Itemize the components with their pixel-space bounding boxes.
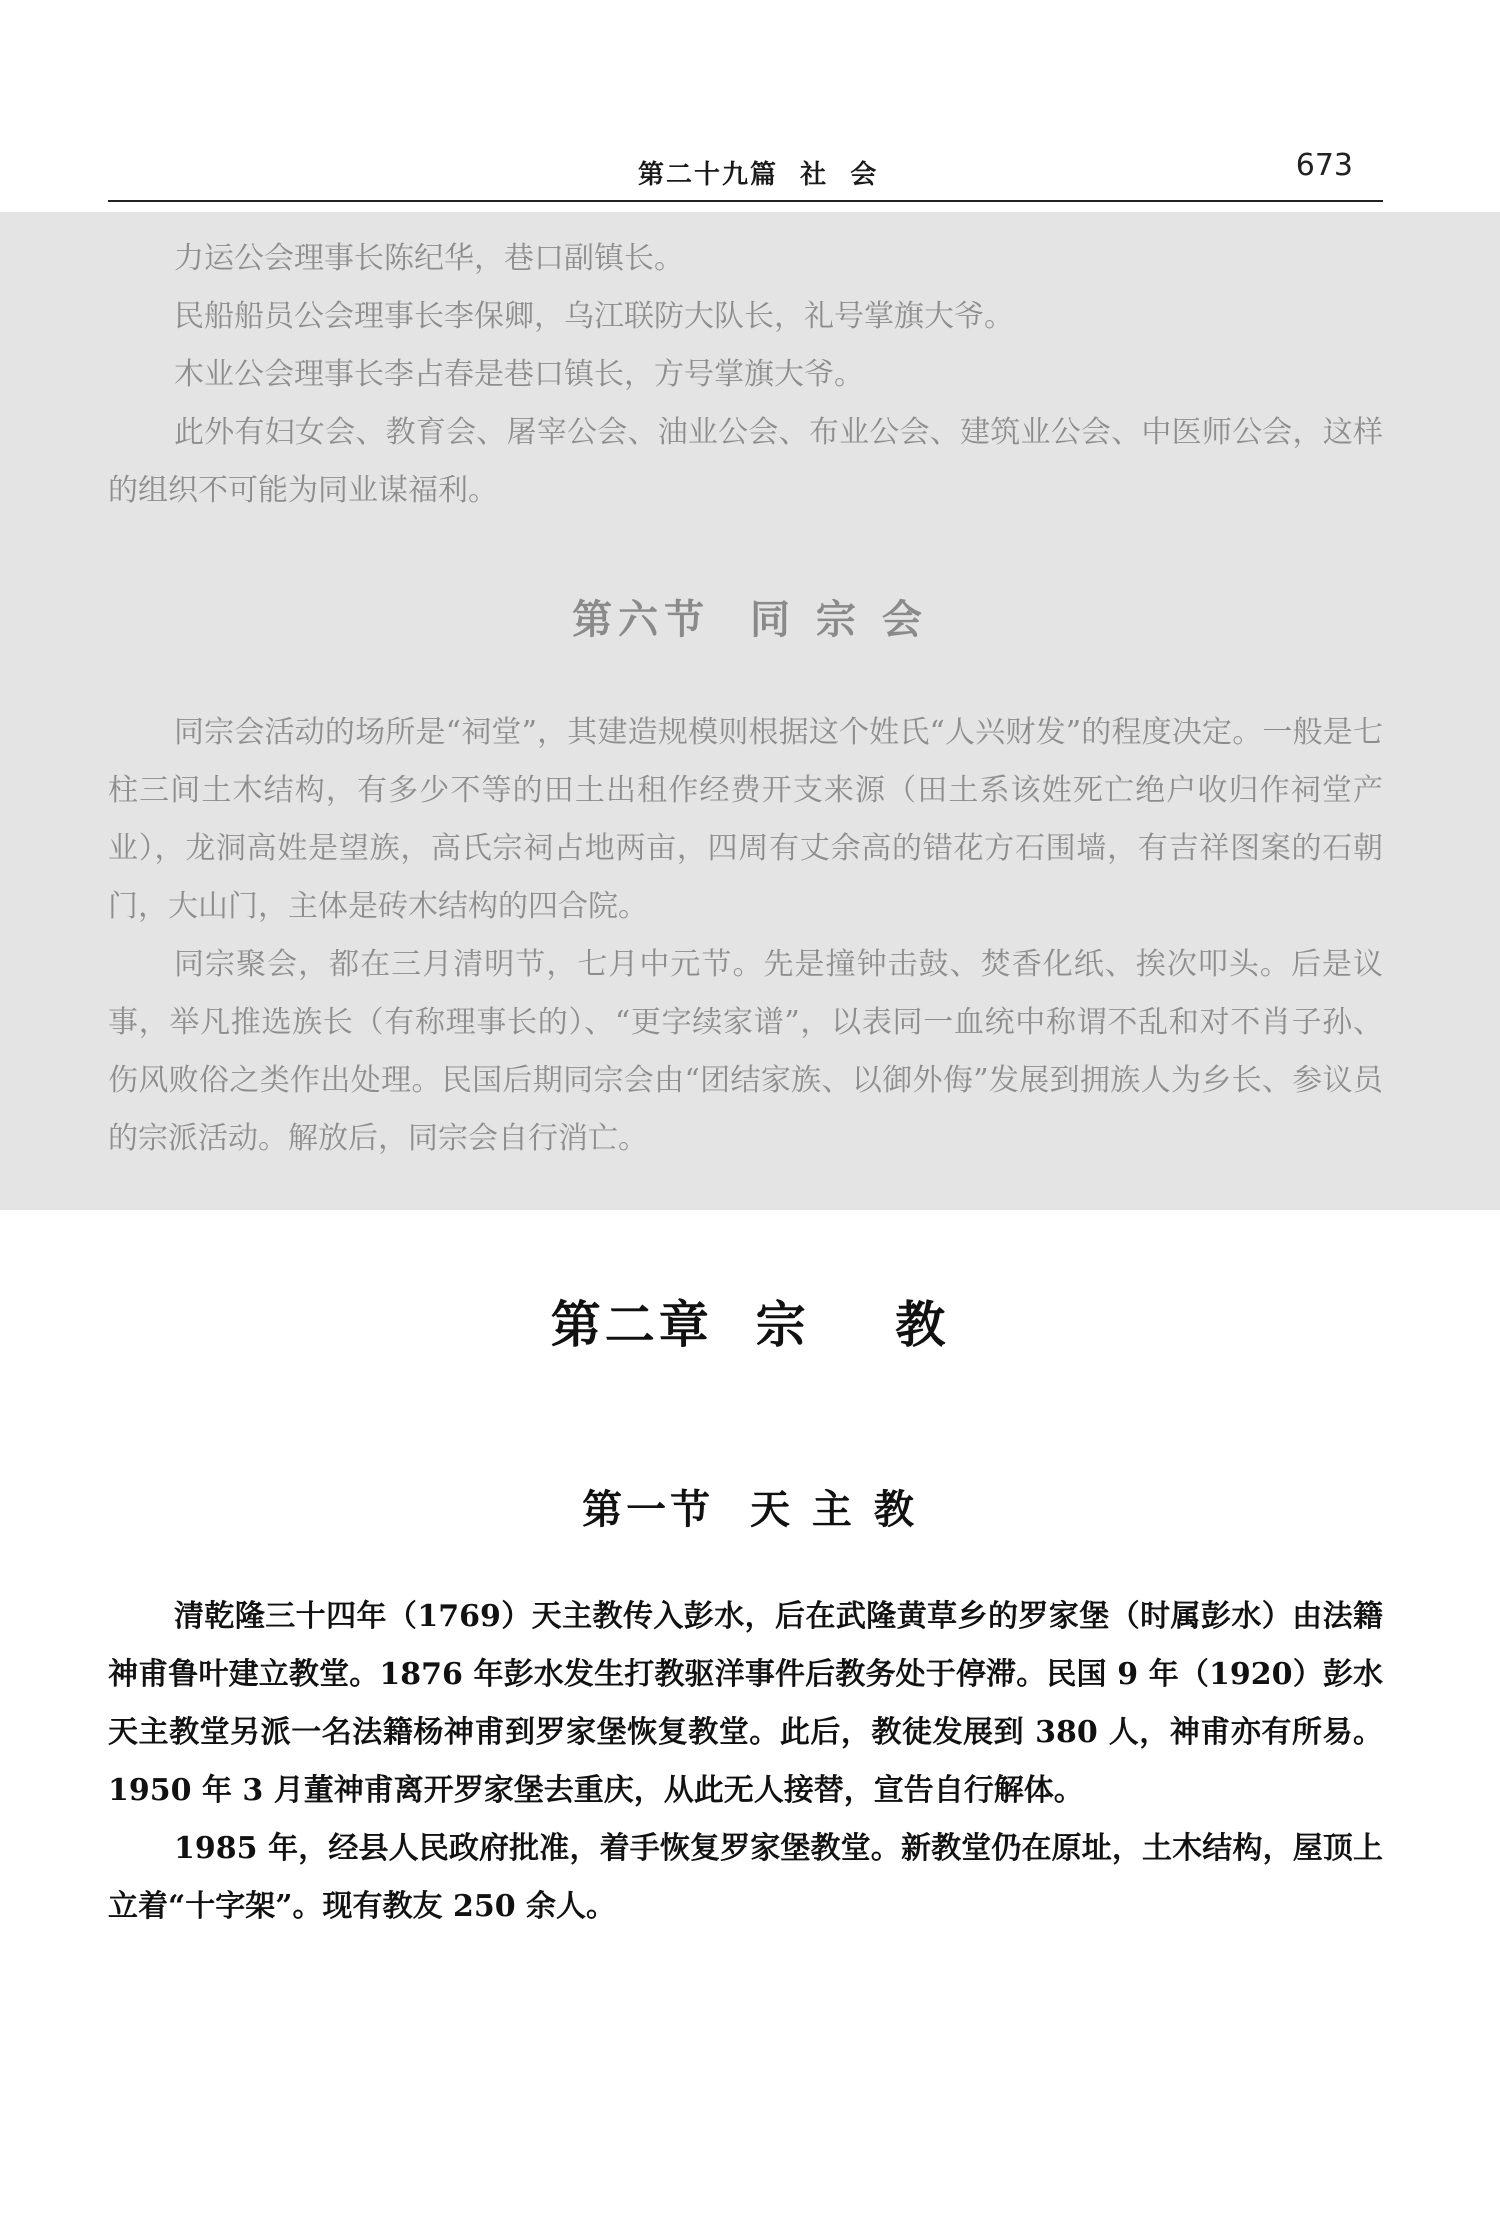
body-paragraph-1: 清乾隆三十四年（1769）天主教传入彭水，后在武隆黄草乡的罗家堡（时属彭水）由法籍神甫鲁叶建立教堂。1876 年彭水发生打教驱洋事件后教务处于停滞。民国 9 年（1920）彭水天主教堂另派一名法籍杨神甫到罗家堡恢复教堂。此后，教徒发展到 380 人，神甫亦有所易。1950 年 3 月董神甫离开罗家堡去重庆，从此无人接替，宣告自行解体。 xyxy=(108,1599,1383,1808)
running-title: 第二十九篇 社 会 xyxy=(638,160,879,190)
faded-line-3: 木业公会理事长李占春是巷口镇长，方号掌旗大爷。 xyxy=(174,357,864,392)
faded-line-2: 民船船员公会理事长李保卿，乌江联防大队长，礼号掌旗大爷。 xyxy=(174,299,1014,334)
body-paragraph-2: 1985 年，经县人民政府批准，着手恢复罗家堡教堂。新教堂仍在原址，土木结构，屋顶上立着“十字架”。现有教友 250 余人。 xyxy=(108,1831,1383,1924)
section-title-tongzonghui: 第六节 同 宗 会 xyxy=(572,596,928,643)
faded-paragraph-1: 同宗会活动的场所是“祠堂”，其建造规模则根据这个姓氏“人兴财发”的程度决定。一般是七柱三间土木结构，有多少不等的田土出租作经费开支来源（田土系该姓死亡绝户收归作祠堂产业），龙洞高姓是望族，高氏宗祠占地两亩，四周有丈余高的错花方石围墙，有吉祥图案的石朝门，大山门，主体是砖木结构的四合院。 xyxy=(108,715,1383,924)
section-title-catholicism: 第一节 天 主 教 xyxy=(582,1486,918,1533)
faded-line-1: 力运公会理事长陈纪华，巷口副镇长。 xyxy=(174,241,684,276)
chapter-title: 第二章 宗 教 xyxy=(550,1295,950,1354)
page-header xyxy=(108,140,1383,202)
faded-paragraph-2: 同宗聚会，都在三月清明节，七月中元节。先是撞钟击鼓、焚香化纸、挨次叩头。后是议事，举凡推选族长（有称理事长的）、“更字续家谱”，以表同一血统中称谓不乱和对不肖子孙、伤风败俗之类作出处理。民国后期同宗会由“团结家族、以御外侮”发展到拥族人为乡长、参议员的宗派活动。解放后，同宗会自行消亡。 xyxy=(108,947,1383,1156)
page-number: 673 xyxy=(1295,148,1353,183)
faded-line-4: 此外有妇女会、教育会、屠宰公会、油业公会、布业公会、建筑业公会、中医师公会，这样的组织不可能为同业谋福利。 xyxy=(108,415,1383,508)
